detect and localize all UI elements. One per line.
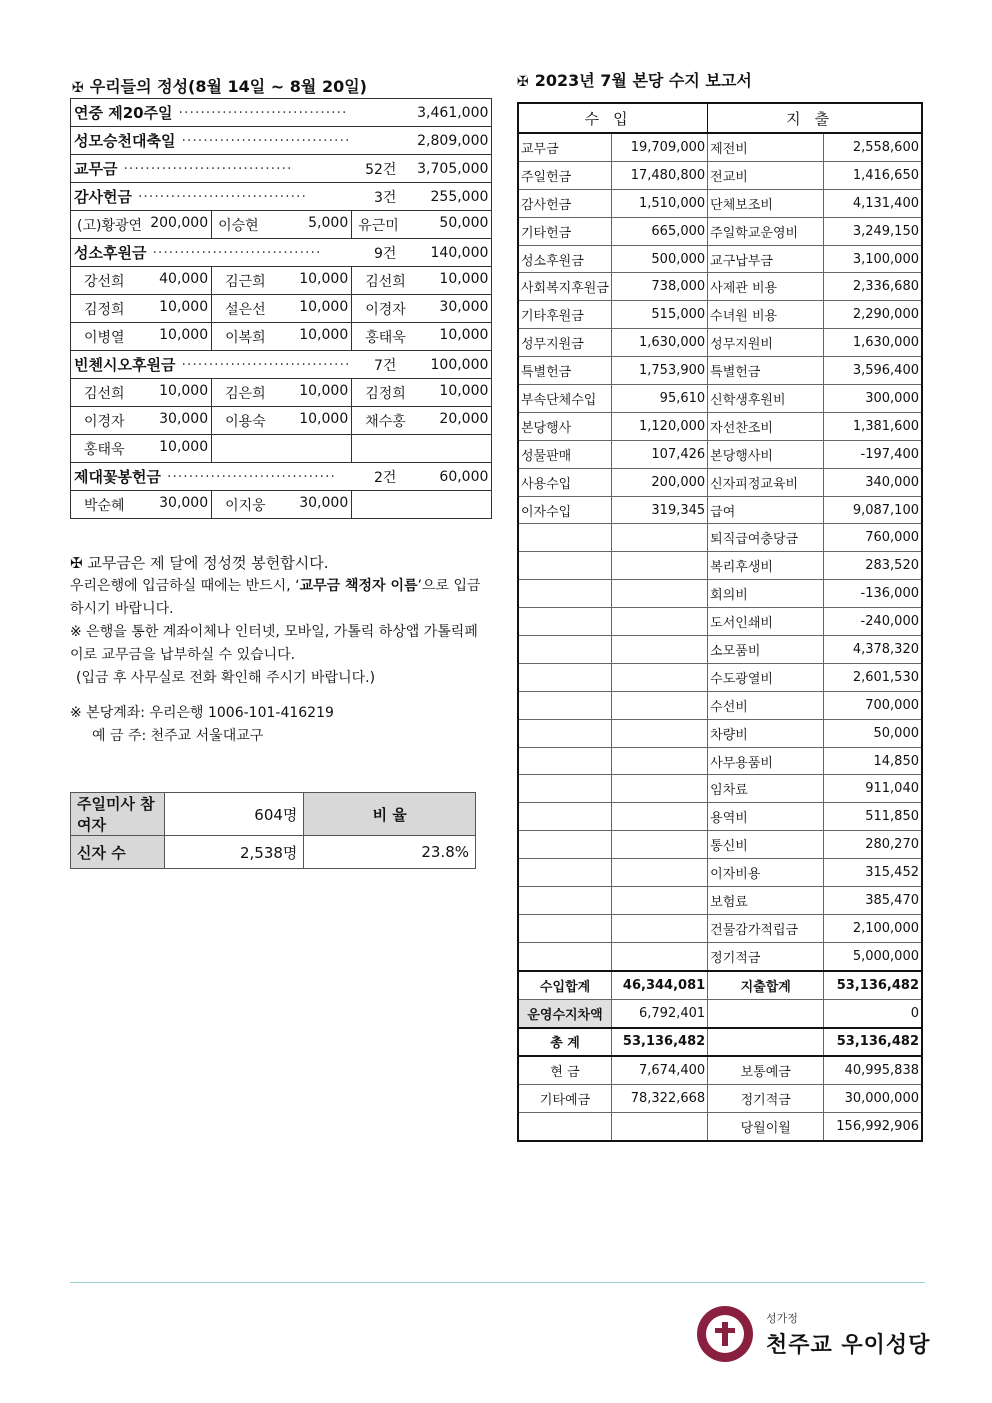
- income-item: 기타후원금: [518, 301, 612, 329]
- expense-item: 차량비: [708, 719, 824, 747]
- offerings-table: [70, 98, 492, 519]
- leader-dots: ·······························: [166, 468, 336, 485]
- income-amount: [612, 524, 708, 552]
- donor-name: 이경자: [365, 301, 406, 318]
- income-item: [518, 803, 612, 831]
- income-amount: [612, 859, 708, 887]
- other-deposit-label: 기타예금: [518, 1085, 612, 1113]
- finance-row: [518, 803, 922, 831]
- income-amount: [612, 636, 708, 664]
- expense-item: 퇴직급여충당금: [708, 524, 824, 552]
- donor-name: 김정희: [365, 385, 406, 402]
- savings-value: 40,995,838: [824, 1056, 922, 1084]
- donor-amount: 30,000: [159, 494, 209, 511]
- finance-row: [518, 942, 922, 970]
- finance-title: ✠ 2023년 7월 본당 수지 보고서: [517, 71, 752, 90]
- income-item: 성무지원금: [518, 329, 612, 357]
- offering-label: 제대꽃봉헌금: [74, 468, 161, 486]
- donor-name: 강선희: [84, 273, 125, 290]
- income-total-label: 수입합계: [518, 971, 612, 999]
- donor-name: 채수홍: [365, 413, 406, 430]
- notice-line-1: ✠ 교무금은 제 달에 정성껏 봉헌합시다.: [70, 554, 329, 572]
- finance-row: [518, 412, 922, 440]
- expense-amount: 1,416,650: [824, 161, 922, 189]
- finance-row: [518, 301, 922, 329]
- income-item: [518, 719, 612, 747]
- expense-amount: 1,630,000: [824, 329, 922, 357]
- offering-row: [71, 183, 492, 211]
- donor-amount: 10,000: [299, 270, 349, 287]
- income-amount: [612, 775, 708, 803]
- expense-item: 건물감가적립금: [708, 914, 824, 942]
- donor-amount: 10,000: [299, 326, 349, 343]
- expense-amount: 283,520: [824, 552, 922, 580]
- offering-label: 감사헌금: [74, 188, 132, 206]
- expense-item: 회의비: [708, 580, 824, 608]
- finance-row: [518, 496, 922, 524]
- income-amount: [612, 942, 708, 970]
- expense-amount: 50,000: [824, 719, 922, 747]
- donor-amount: 10,000: [439, 326, 489, 343]
- finance-row: [518, 552, 922, 580]
- income-amount: [612, 580, 708, 608]
- income-amount: 200,000: [612, 468, 708, 496]
- expense-amount: 14,850: [824, 747, 922, 775]
- expense-item: 복리후생비: [708, 552, 824, 580]
- donor-name: 김정희: [84, 301, 125, 318]
- expense-amount: 3,100,000: [824, 245, 922, 273]
- expense-item: 이자비용: [708, 859, 824, 887]
- income-amount: 1,753,900: [612, 357, 708, 385]
- donor-name: 홍태욱: [365, 329, 406, 346]
- donor-amount: 5,000: [308, 214, 349, 231]
- income-item: [518, 914, 612, 942]
- income-amount: [612, 691, 708, 719]
- donor-amount: 200,000: [150, 214, 209, 231]
- finance-row: [518, 273, 922, 301]
- expense-amount: 760,000: [824, 524, 922, 552]
- donor-amount: 10,000: [439, 270, 489, 287]
- donor-amount: 20,000: [439, 410, 489, 427]
- donor-row: [71, 211, 492, 239]
- expense-amount: 340,000: [824, 468, 922, 496]
- income-amount: 738,000: [612, 273, 708, 301]
- expense-item: 신자피정교육비: [708, 468, 824, 496]
- expense-item: 특별헌금: [708, 357, 824, 385]
- notice-block: [70, 552, 482, 748]
- parish-logo-icon: [697, 1306, 753, 1362]
- finance-row: [518, 887, 922, 915]
- grand-total-right: 53,136,482: [824, 1028, 922, 1057]
- finance-row: [518, 329, 922, 357]
- finance-row: [518, 831, 922, 859]
- donor-name: 이승현: [218, 217, 259, 234]
- income-item: 주일헌금: [518, 161, 612, 189]
- finance-row: [518, 245, 922, 273]
- parishioner-value: 2,538명: [164, 836, 304, 869]
- expense-amount: 700,000: [824, 691, 922, 719]
- offering-label: 교무금: [74, 160, 118, 178]
- expense-total-label: 지출합계: [708, 971, 824, 999]
- leader-dots: ·······························: [123, 160, 293, 177]
- expense-item: 제전비: [708, 133, 824, 161]
- expense-amount: 2,601,530: [824, 663, 922, 691]
- donor-amount: 10,000: [439, 382, 489, 399]
- expense-amount: 3,249,150: [824, 217, 922, 245]
- expense-item: 소모품비: [708, 636, 824, 664]
- income-item: 교무금: [518, 133, 612, 161]
- cross-mark-icon: ✠: [72, 80, 84, 96]
- expense-item: 본당행사비: [708, 440, 824, 468]
- donor-row: [71, 491, 492, 519]
- offering-label: 성모승천대축일: [74, 132, 176, 150]
- expense-amount: -240,000: [824, 608, 922, 636]
- offerings-title: ✠ 우리들의 정성(8월 14일 ~ 8월 20일): [72, 77, 367, 96]
- parish-name: 천주교 우이성당: [766, 1333, 931, 1358]
- footer-divider: [70, 1282, 925, 1283]
- finance-row: [518, 468, 922, 496]
- expense-amount: -136,000: [824, 580, 922, 608]
- attendance-table: [70, 792, 476, 869]
- income-item: [518, 663, 612, 691]
- income-amount: [612, 914, 708, 942]
- expense-amount: 2,558,600: [824, 133, 922, 161]
- expense-amount: 4,378,320: [824, 636, 922, 664]
- offering-label: 연중 제20주일: [74, 104, 173, 122]
- expense-item: 용역비: [708, 803, 824, 831]
- income-amount: 17,480,800: [612, 161, 708, 189]
- expense-amount: 4,131,400: [824, 189, 922, 217]
- expense-item: 수녀원 비용: [708, 301, 824, 329]
- finance-row: [518, 133, 922, 161]
- leader-dots: ·······························: [152, 244, 322, 261]
- income-item: [518, 552, 612, 580]
- notice-line-3: ※ 은행을 통한 계좌이체나 인터넷, 모바일, 가톨릭 하상앱 가톨릭페이로 교무금을 납부하실 수 있습니다.: [70, 624, 478, 663]
- offering-row: [71, 239, 492, 267]
- donor-name: 홍태욱: [84, 441, 125, 458]
- offering-count: 2건: [373, 469, 397, 486]
- expense-amount: 300,000: [824, 385, 922, 413]
- income-amount: 319,345: [612, 496, 708, 524]
- income-amount: [612, 719, 708, 747]
- donor-name: 김은희: [225, 385, 266, 402]
- income-item: [518, 580, 612, 608]
- leader-dots: ·······························: [181, 132, 351, 149]
- finance-row: [518, 914, 922, 942]
- income-amount: 515,000: [612, 301, 708, 329]
- finance-row: [518, 217, 922, 245]
- donor-amount: 40,000: [159, 270, 209, 287]
- income-amount: [612, 831, 708, 859]
- savings-label: 보통예금: [708, 1056, 824, 1084]
- donor-name: 박순혜: [84, 497, 125, 514]
- donor-row: [71, 323, 492, 351]
- donor-row: [71, 295, 492, 323]
- income-item: [518, 691, 612, 719]
- income-item: [518, 636, 612, 664]
- donor-name: 김근희: [225, 273, 266, 290]
- offering-row: [71, 99, 492, 127]
- expense-amount: 9,087,100: [824, 496, 922, 524]
- offering-label: 빈첸시오후원금: [74, 356, 176, 374]
- expense-amount: 511,850: [824, 803, 922, 831]
- donor-amount: 10,000: [299, 410, 349, 427]
- donor-amount: 10,000: [159, 382, 209, 399]
- diff-value: 6,792,401: [612, 999, 708, 1027]
- expense-amount: 2,336,680: [824, 273, 922, 301]
- expense-item: 급여: [708, 496, 824, 524]
- donor-name: 이병열: [84, 329, 125, 346]
- income-amount: [612, 803, 708, 831]
- income-amount: 665,000: [612, 217, 708, 245]
- offering-amount: 140,000: [430, 244, 489, 261]
- carry-over-value: 156,992,906: [824, 1113, 922, 1141]
- expense-item: 정기적금: [708, 942, 824, 970]
- finance-row: [518, 775, 922, 803]
- expense-amount: 3,596,400: [824, 357, 922, 385]
- cross-mark-icon: ✠: [517, 74, 529, 90]
- income-item: 기타헌금: [518, 217, 612, 245]
- finance-row: [518, 580, 922, 608]
- finance-row: [518, 747, 922, 775]
- income-item: 성소후원금: [518, 245, 612, 273]
- offering-amount: 255,000: [430, 188, 489, 205]
- donor-amount: 30,000: [439, 298, 489, 315]
- expense-item: 신학생후원비: [708, 385, 824, 413]
- expense-amount: 315,452: [824, 859, 922, 887]
- expense-amount: 2,290,000: [824, 301, 922, 329]
- donor-name: 유근미: [358, 217, 399, 234]
- expense-amount: 911,040: [824, 775, 922, 803]
- income-total: 46,344,081: [612, 971, 708, 999]
- income-item: 이자수입: [518, 496, 612, 524]
- finance-table: [517, 102, 923, 1142]
- income-amount: [612, 608, 708, 636]
- income-amount: [612, 552, 708, 580]
- donor-amount: 30,000: [159, 410, 209, 427]
- leader-dots: ·······························: [178, 104, 348, 121]
- cash-value: 7,674,400: [612, 1056, 708, 1084]
- grand-total-label: 총 계: [518, 1028, 612, 1057]
- finance-row: [518, 719, 922, 747]
- notice-line-2: 우리은행에 입금하실 때에는 반드시, ‘교무금 책정자 이름’으로 입금하시기 바랍니다.: [70, 578, 481, 617]
- leader-dots: ·······························: [137, 188, 307, 205]
- account-holder-line: 예 금 주: 천주교 서울대교구: [92, 728, 264, 744]
- expense-item: 주일학교운영비: [708, 217, 824, 245]
- donor-row: [71, 407, 492, 435]
- expense-item: 전교비: [708, 161, 824, 189]
- offering-amount: 2,809,000: [417, 132, 489, 149]
- cash-label: 현 금: [518, 1056, 612, 1084]
- expense-item: 수선비: [708, 691, 824, 719]
- donor-name: 설은선: [225, 301, 266, 318]
- donor-name: 이용숙: [225, 413, 266, 430]
- offering-label: 성소후원금: [74, 244, 147, 262]
- parishioner-label: 신자 수: [71, 836, 165, 869]
- expense-amount: 5,000,000: [824, 942, 922, 970]
- donor-name: 김선희: [365, 273, 406, 290]
- donor-amount: 10,000: [299, 382, 349, 399]
- income-item: [518, 775, 612, 803]
- donor-amount: 10,000: [299, 298, 349, 315]
- offering-amount: 60,000: [439, 468, 489, 485]
- donor-name: 이경자: [84, 413, 125, 430]
- donor-amount: 30,000: [299, 494, 349, 511]
- income-item: [518, 831, 612, 859]
- fixed-deposit-value: 30,000,000: [824, 1085, 922, 1113]
- expense-item: 도서인쇄비: [708, 608, 824, 636]
- expense-item: 자선찬조비: [708, 412, 824, 440]
- offering-row: [71, 463, 492, 491]
- finance-row: [518, 524, 922, 552]
- expense-amount: 2,100,000: [824, 914, 922, 942]
- donor-name: 이지웅: [225, 497, 266, 514]
- donor-row: [71, 267, 492, 295]
- income-item: [518, 942, 612, 970]
- income-item: 성물판매: [518, 440, 612, 468]
- income-amount: 107,426: [612, 440, 708, 468]
- offering-amount: 3,461,000: [417, 104, 489, 121]
- offering-amount: 3,705,000: [417, 160, 489, 177]
- ratio-label: 비 율: [304, 793, 476, 836]
- income-amount: [612, 663, 708, 691]
- donor-amount: 10,000: [159, 298, 209, 315]
- income-amount: 1,630,000: [612, 329, 708, 357]
- finance-row: [518, 663, 922, 691]
- finance-row: [518, 608, 922, 636]
- offering-row: [71, 155, 492, 183]
- expense-item: 단체보조비: [708, 189, 824, 217]
- finance-row: [518, 189, 922, 217]
- donor-amount: 10,000: [159, 438, 209, 455]
- finance-row: [518, 636, 922, 664]
- expense-amount: 280,270: [824, 831, 922, 859]
- diff-right-value: 0: [824, 999, 922, 1027]
- grand-total-left: 53,136,482: [612, 1028, 708, 1057]
- offering-count: 9건: [373, 245, 397, 262]
- finance-row: [518, 440, 922, 468]
- brand-subtitle: 성가정: [766, 1312, 798, 1325]
- expense-item: 통신비: [708, 831, 824, 859]
- income-item: 사회복지후원금: [518, 273, 612, 301]
- offering-amount: 100,000: [430, 356, 489, 373]
- expense-item: 사무용품비: [708, 747, 824, 775]
- finance-row: [518, 691, 922, 719]
- income-item: 부속단체수입: [518, 385, 612, 413]
- income-amount: 1,120,000: [612, 412, 708, 440]
- income-item: [518, 859, 612, 887]
- offering-count: 3건: [373, 189, 397, 206]
- fixed-deposit-label: 정기적금: [708, 1085, 824, 1113]
- income-item: [518, 747, 612, 775]
- income-amount: 1,510,000: [612, 189, 708, 217]
- income-item: 특별헌금: [518, 357, 612, 385]
- expense-header: 지출: [708, 103, 922, 133]
- income-item: 감사헌금: [518, 189, 612, 217]
- expense-amount: 1,381,600: [824, 412, 922, 440]
- finance-row: [518, 161, 922, 189]
- income-item: [518, 608, 612, 636]
- expense-amount: 385,470: [824, 887, 922, 915]
- income-amount: [612, 887, 708, 915]
- expense-amount: -197,400: [824, 440, 922, 468]
- expense-item: 보험료: [708, 887, 824, 915]
- income-amount: 95,610: [612, 385, 708, 413]
- donor-row: [71, 379, 492, 407]
- diff-label: 운영수지차액: [518, 999, 612, 1027]
- income-amount: [612, 747, 708, 775]
- notice-line-4: (입금 후 사무실로 전화 확인해 주시기 바랍니다.): [76, 670, 376, 686]
- account-line: ※ 본당계좌: 우리은행 1006-101-416219: [70, 705, 334, 721]
- finance-row: [518, 385, 922, 413]
- income-amount: 19,709,000: [612, 133, 708, 161]
- donor-name: (고)황광연: [77, 217, 143, 234]
- mass-attendance-label: 주일미사 참여자: [71, 793, 165, 836]
- donor-row: [71, 435, 492, 463]
- donor-name: 김선희: [84, 385, 125, 402]
- donor-name: 이복희: [225, 329, 266, 346]
- offering-row: [71, 351, 492, 379]
- other-deposit-value: 78,322,668: [612, 1085, 708, 1113]
- leader-dots: ·······························: [181, 356, 351, 373]
- income-item: 사용수입: [518, 468, 612, 496]
- expense-total: 53,136,482: [824, 971, 922, 999]
- expense-item: 교구납부금: [708, 245, 824, 273]
- finance-row: [518, 357, 922, 385]
- income-item: [518, 524, 612, 552]
- offering-count: 7건: [373, 357, 397, 374]
- mass-attendance-value: 604명: [164, 793, 304, 836]
- offering-count: 52건: [365, 161, 397, 178]
- donor-amount: 50,000: [439, 214, 489, 231]
- income-amount: 500,000: [612, 245, 708, 273]
- donor-amount: 10,000: [159, 326, 209, 343]
- expense-item: 수도광열비: [708, 663, 824, 691]
- income-item: 본당행사: [518, 412, 612, 440]
- expense-item: 성무지원비: [708, 329, 824, 357]
- expense-item: 사제관 비용: [708, 273, 824, 301]
- expense-item: 임차료: [708, 775, 824, 803]
- ratio-value: 23.8%: [304, 836, 476, 869]
- offering-row: [71, 127, 492, 155]
- finance-row: [518, 859, 922, 887]
- income-item: [518, 887, 612, 915]
- carry-over-label: 당월이월: [708, 1113, 824, 1141]
- income-header: 수입: [518, 103, 708, 133]
